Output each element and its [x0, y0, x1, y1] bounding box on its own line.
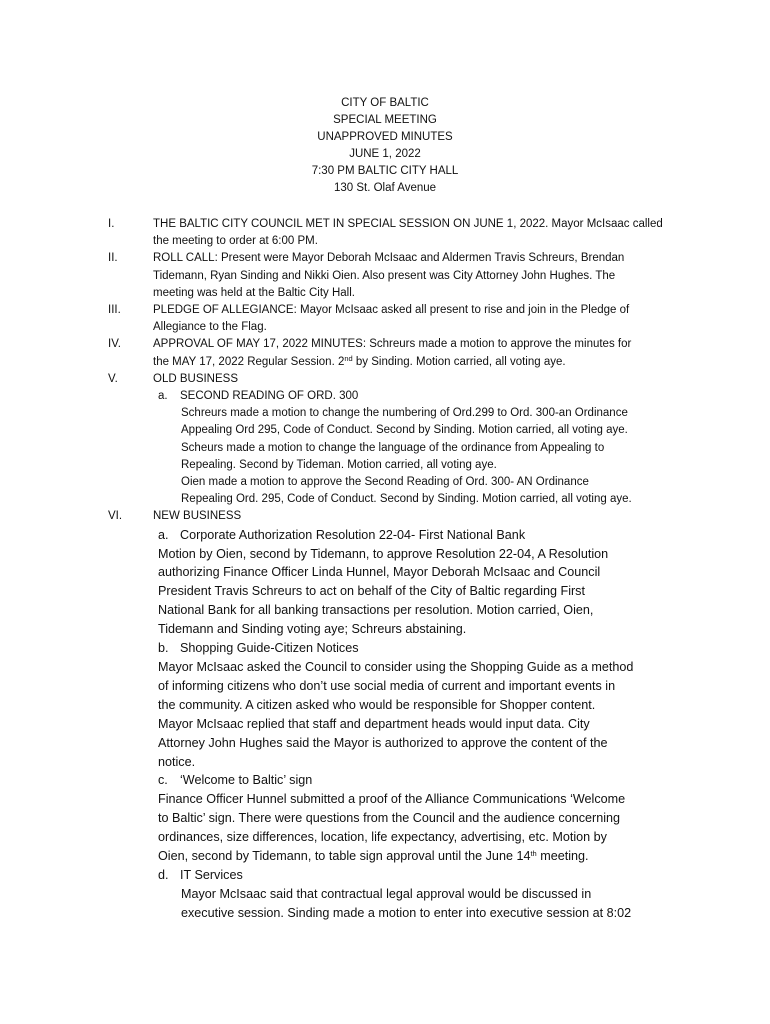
text-line: Repealing. Second by Tideman. Motion carried, all voting aye.: [181, 458, 497, 471]
item-pledge: [0, 302, 770, 336]
text-line: Finance Officer Hunnel submitted a proof of the Alliance Communications ‘Welcome: [158, 792, 626, 807]
header-city: CITY OF BALTIC: [341, 97, 429, 109]
subitem-text: [158, 545, 683, 640]
text-line: ordinances, size differences, location, life expectancy, advertising, etc. Motion by: [158, 830, 607, 845]
text-line: executive session. Sinding made a motion to enter into executive session at 8:02: [181, 905, 632, 920]
text-line: Scheurs made a motion to change the language of the ordinance from Appealing to: [181, 441, 605, 454]
minutes-items: [0, 216, 770, 923]
item-number: V.: [108, 372, 118, 385]
header-date: JUNE 1, 2022: [349, 148, 421, 160]
item-number: IV.: [108, 338, 122, 351]
text-line: Oien made a motion to approve the Second Reading of Ord. 300- AN Ordinance: [181, 476, 589, 489]
text-line: APPROVAL OF MAY 17, 2022 MINUTES: Schreurs made a motion to approve the minutes for: [153, 338, 632, 351]
item-number: VI.: [108, 510, 123, 523]
item-number: III.: [108, 304, 121, 317]
item-number: II.: [108, 252, 118, 265]
item-body: [153, 250, 683, 302]
text-line: Motion by Oien, second by Tidemann, to approve Resolution 22-04, A Resolution: [158, 546, 609, 561]
subitem-heading: [158, 526, 683, 545]
subitem-title: Shopping Guide-Citizen Notices: [180, 641, 359, 656]
subitem-letter: a.: [158, 527, 169, 542]
item-call-to-order: [0, 216, 770, 250]
item-body: [153, 336, 683, 370]
subitem-heading: [158, 639, 683, 658]
text-line: Mayor McIsaac asked the Council to consider using the Shopping Guide as a method: [158, 660, 634, 674]
subitem-letter: c.: [158, 773, 168, 788]
subitem-text: [181, 405, 683, 508]
text-segment: by Sinding. Motion carried, all voting aye.: [352, 355, 566, 368]
header-time-location: 7:30 PM BALTIC CITY HALL: [311, 165, 459, 177]
text-line: Tidemann, Ryan Sinding and Nikki Oien. Also present was City Attorney John Hughes. The: [153, 269, 616, 282]
section-title: NEW BUSINESS: [153, 510, 242, 523]
text-line: Repealing Ord. 295, Code of Conduct. Second by Sinding. Motion carried, all voting aye.: [181, 493, 632, 506]
subitem-heading: [158, 388, 683, 405]
subitem-text: [181, 885, 683, 923]
text-segment: the MAY 17, 2022 Regular Session. 2: [153, 355, 345, 368]
text-line: Schreurs made a motion to change the numbering of Ord.299 to Ord. 300-an Ordinance: [181, 407, 628, 420]
header-meeting-type: SPECIAL MEETING: [333, 114, 437, 126]
text-line: Tidemann and Sinding voting aye; Schreurs abstaining.: [158, 622, 467, 637]
subitem-text: [158, 790, 683, 866]
item-body: [153, 302, 683, 336]
text-line: President Travis Schreurs to act on behalf of the City of Baltic regarding First: [158, 584, 585, 599]
document-header: [0, 95, 770, 197]
item-approval-minutes: [0, 336, 770, 370]
text-line: THE BALTIC CITY COUNCIL MET IN SPECIAL SESSION ON JUNE 1, 2022. Mayor McIsaac called: [153, 218, 663, 230]
item-old-business: [0, 371, 770, 509]
text-line: of informing citizens who don’t use social media of current and important events in: [158, 678, 616, 693]
subitem-letter: a.: [158, 390, 168, 403]
subitem-text: [158, 658, 683, 771]
item-new-business: [0, 508, 770, 922]
subitem-heading: [158, 866, 683, 885]
text-line: Attorney John Hughes said the Mayor is authorized to approve the content of the: [158, 735, 608, 750]
text-segment: Oien, second by Tidemann, to table sign approval until the June 14: [158, 849, 531, 864]
text-line: to Baltic’ sign. There were questions from the Council and the audience concerning: [158, 811, 621, 826]
subitem-title: ‘Welcome to Baltic’ sign: [180, 773, 313, 788]
new-business-content: [153, 526, 683, 923]
ordinal-suffix: nd: [344, 353, 353, 363]
text-segment: meeting.: [536, 849, 589, 864]
item-body: [153, 216, 683, 250]
text-line: the community. A citizen asked who would be responsible for Shopper content.: [158, 697, 596, 712]
item-number: I.: [108, 218, 115, 230]
subitem-letter: b.: [158, 641, 169, 656]
subitem-letter: d.: [158, 867, 169, 882]
text-line: National Bank for all banking transactions per resolution. Motion carried, Oien,: [158, 603, 594, 618]
text-line: notice.: [158, 754, 196, 769]
text-line: PLEDGE OF ALLEGIANCE: Mayor McIsaac asked all present to rise and join in the Pledge of: [153, 304, 630, 317]
header-address: 130 St. Olaf Avenue: [333, 182, 437, 194]
subitem-title: SECOND READING OF ORD. 300: [180, 390, 359, 403]
subitem-heading: [158, 771, 683, 790]
text-line: [158, 847, 683, 866]
ordinal-suffix: th: [530, 849, 537, 859]
text-line: Mayor McIsaac said that contractual legal approval would be discussed in: [181, 886, 592, 901]
item-body: [153, 371, 683, 509]
text-line: [153, 354, 683, 371]
text-line: Mayor McIsaac replied that staff and department heads would input data. City: [158, 716, 590, 731]
header-minutes-status: UNAPPROVED MINUTES: [317, 131, 453, 143]
text-line: ROLL CALL: Present were Mayor Deborah McIsaac and Aldermen Travis Schreurs, Brendan: [153, 252, 625, 265]
subitem-title: Corporate Authorization Resolution 22-04- First National Bank: [180, 527, 526, 542]
text-line: Allegiance to the Flag.: [153, 321, 267, 334]
item-roll-call: [0, 250, 770, 302]
subitem-title: IT Services: [180, 867, 243, 882]
item-body: [153, 508, 683, 922]
section-title: OLD BUSINESS: [153, 372, 238, 385]
text-line: the meeting to order at 6:00 PM.: [153, 235, 318, 248]
text-line: authorizing Finance Officer Linda Hunnel, Mayor Deborah McIsaac and Council: [158, 565, 601, 580]
text-line: meeting was held at the Baltic City Hall.: [153, 286, 355, 299]
text-line: Appealing Ord 295, Code of Conduct. Second by Sinding. Motion carried, all voting aye.: [181, 424, 628, 437]
